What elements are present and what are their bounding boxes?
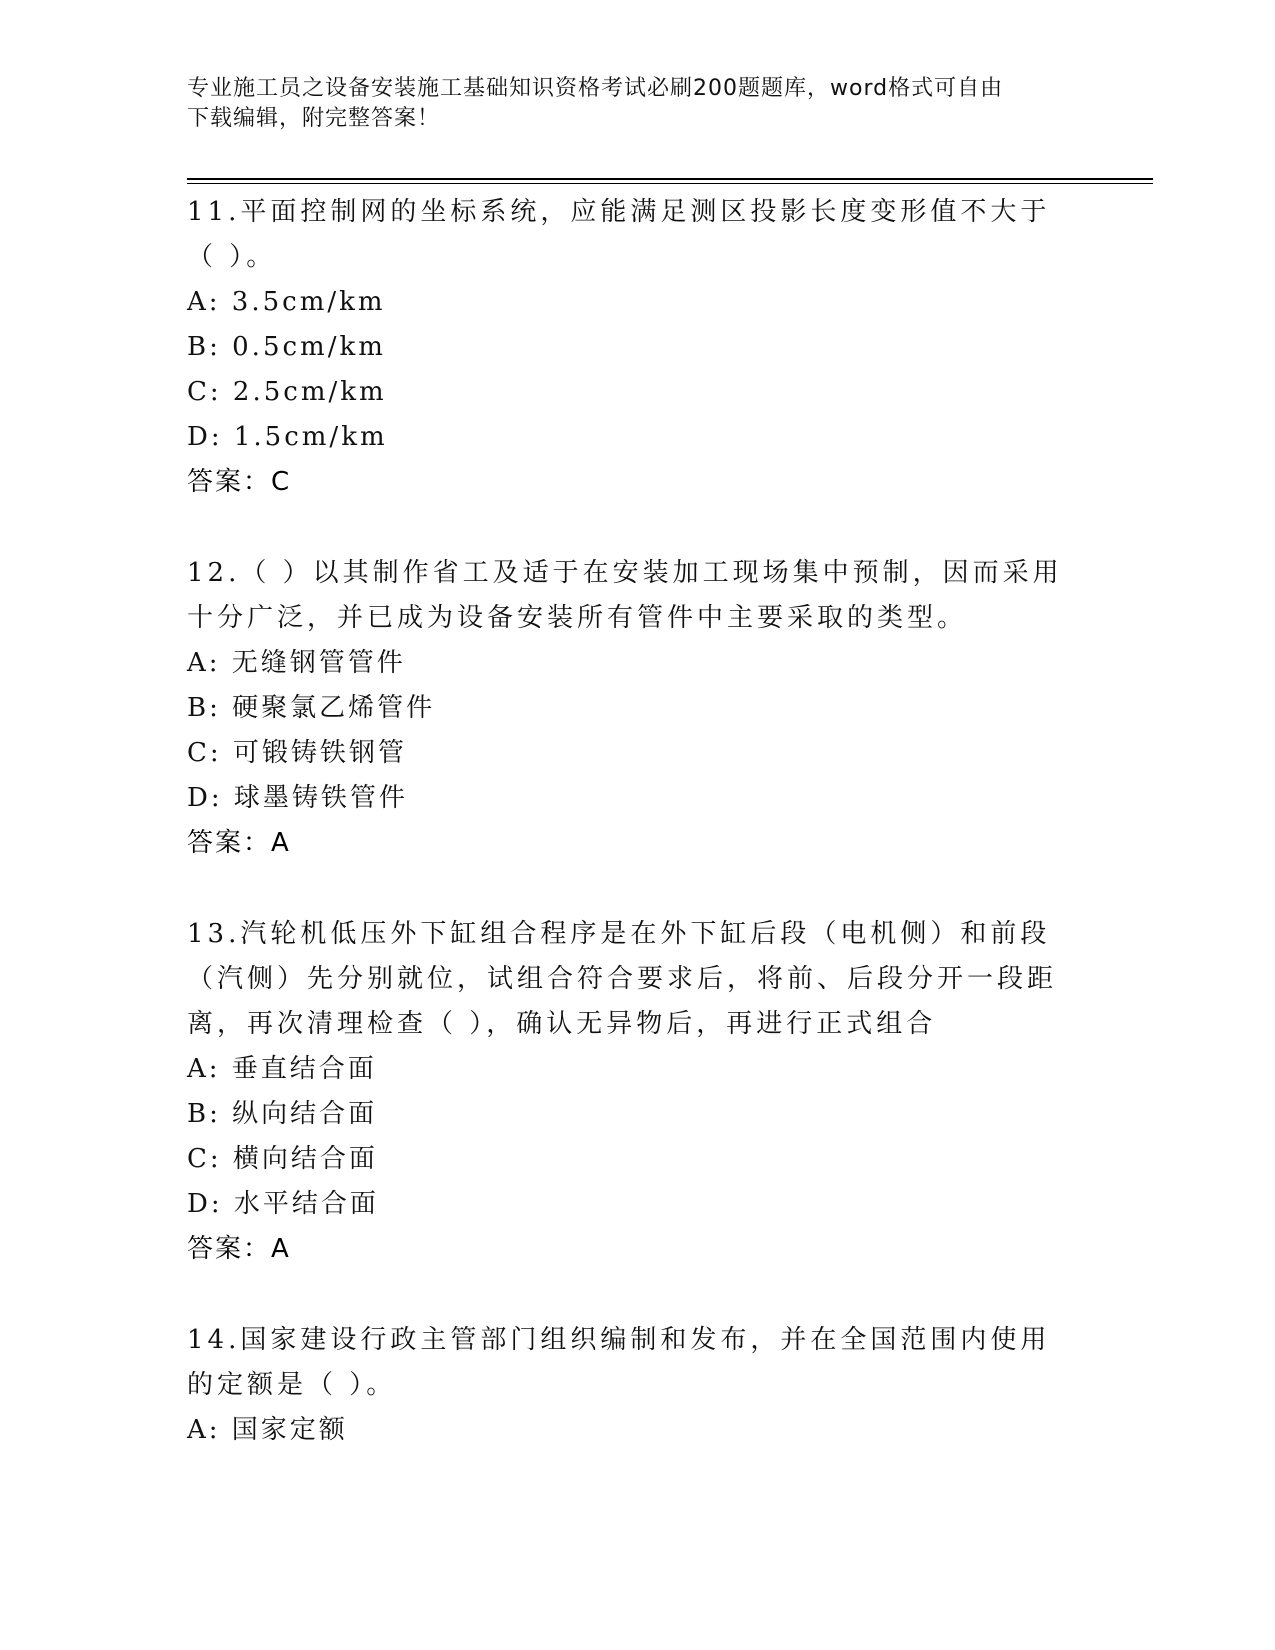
answer: 答案：A xyxy=(187,1234,291,1264)
question-12 xyxy=(187,551,1067,866)
header-divider-thick xyxy=(187,178,1153,180)
header-line-1: 专业施工员之设备安装施工基础知识资格考试必刷200题题库，word格式可自由 xyxy=(187,76,1004,101)
option-d: D: 球墨铸铁管件 xyxy=(187,783,408,813)
option-d: D: 1.5cm/km xyxy=(187,422,388,452)
option-a: A: 3.5cm/km xyxy=(187,287,386,317)
option-a: A: 国家定额 xyxy=(187,1415,348,1445)
option-c: C: 可锻铸铁钢管 xyxy=(187,738,407,768)
question-13 xyxy=(187,912,1067,1272)
answer: 答案：A xyxy=(187,828,291,858)
option-d: D: 水平结合面 xyxy=(187,1189,379,1219)
question-stem: 14.国家建设行政主管部门组织编制和发布，并在全国范围内使用的定额是（ ）。 xyxy=(187,1325,1051,1400)
header-divider-thin xyxy=(187,183,1153,184)
question-11 xyxy=(187,190,1067,505)
question-list xyxy=(187,190,1067,1499)
option-a: A: 无缝钢管管件 xyxy=(187,648,406,678)
answer: 答案：C xyxy=(187,467,292,497)
header-line-2: 下载编辑，附完整答案！ xyxy=(187,106,441,131)
option-c: C: 2.5cm/km xyxy=(187,377,387,407)
question-14 xyxy=(187,1318,1067,1453)
option-b: B: 硬聚氯乙烯管件 xyxy=(187,693,436,723)
option-a: A: 垂直结合面 xyxy=(187,1054,377,1084)
question-stem: 13.汽轮机低压外下缸组合程序是在外下缸后段（电机侧）和前段（汽侧）先分别就位，试组合符合要求后，将前、后段分开一段距离，再次清理检查（ ），确认无异物后，再进行正式组合 xyxy=(187,919,1058,1039)
question-stem: 11.平面控制网的坐标系统，应能满足测区投影长度变形值不大于（ ）。 xyxy=(187,197,1051,272)
option-c: C: 横向结合面 xyxy=(187,1144,378,1174)
document-header xyxy=(187,74,1087,134)
option-b: B: 纵向结合面 xyxy=(187,1099,378,1129)
option-b: B: 0.5cm/km xyxy=(187,332,386,362)
question-stem: 12.（ ）以其制作省工及适于在安装加工现场集中预制，因而采用十分广泛，并已成为设备安装所有管件中主要采取的类型。 xyxy=(187,558,1063,633)
